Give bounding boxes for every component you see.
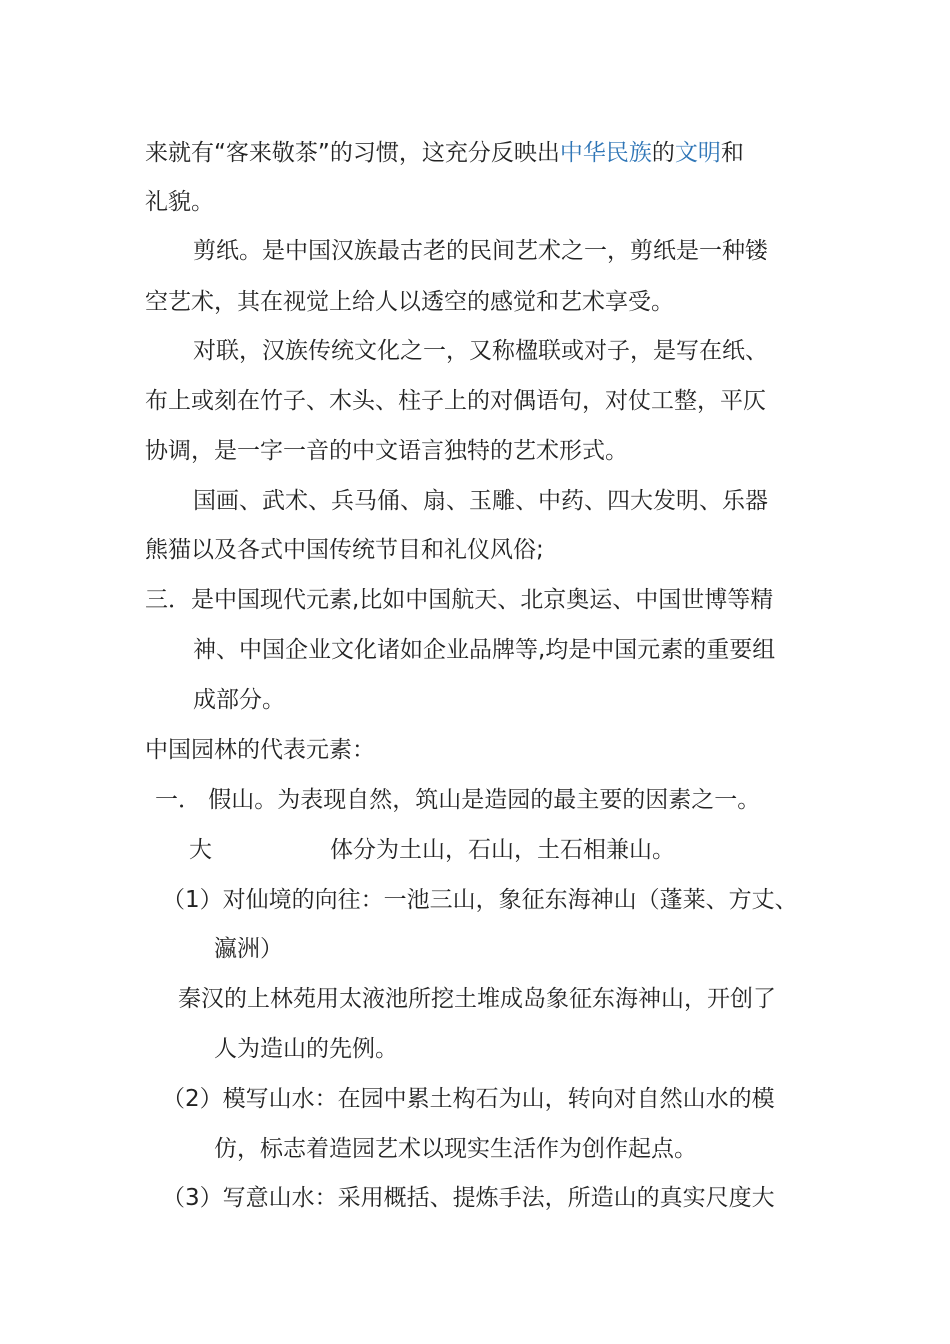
paragraph-line: 对联，汉族传统文化之一，又称楹联或对子，是写在纸、 <box>193 338 768 364</box>
list-item-line: 瀛洲） <box>214 936 283 962</box>
paragraph-line: 空艺术，其在视觉上给人以透空的感觉和艺术享受。 <box>145 289 674 315</box>
paragraph-line: 布上或刻在竹子、木头、柱子上的对偶语句，对仗工整，平仄 <box>145 388 766 414</box>
list-item-line: （2）模写山水：在园中累土构石为山，转向对自然山水的模 <box>162 1086 775 1112</box>
list-item-line: 成部分。 <box>193 687 285 713</box>
text-run: 大 <box>189 837 212 863</box>
text-run: 体分为土山，石山，土石相兼山。 <box>330 837 675 863</box>
list-item-line: 神、中国企业文化诸如企业品牌等,均是中国元素的重要组 <box>193 637 776 663</box>
paragraph-line <box>145 138 744 168</box>
list-item-line: （3）写意山水：采用概括、提炼手法，所造山的真实尺度大 <box>162 1185 775 1211</box>
text-run: 和 <box>720 140 744 166</box>
paragraph-line: 剪纸。是中国汉族最古老的民间艺术之一，剪纸是一种镂 <box>193 238 768 264</box>
paragraph-line: 人为造山的先例。 <box>214 1036 398 1062</box>
link-wenming[interactable]: 文明 <box>674 140 721 166</box>
text-run: 来就有“客来敬茶”的习惯，这充分反映出 <box>145 140 560 166</box>
link-zhonghua-minzu[interactable]: 中华民族 <box>559 140 652 166</box>
paragraph-line: 协调，是一字一音的中文语言独特的艺术形式。 <box>145 438 628 464</box>
paragraph-line: 熊猫以及各式中国传统节目和礼仪风俗; <box>145 537 544 563</box>
list-item-line: 一． 假山。为表现自然，筑山是造园的最主要的因素之一。 <box>155 787 761 813</box>
paragraph-line <box>189 835 675 865</box>
list-item-line: 三．是中国现代元素,比如中国航天、北京奥运、中国世博等精 <box>145 587 774 613</box>
paragraph-line: 礼貌。 <box>145 189 214 215</box>
paragraph-line: 国画、武术、兵马俑、扇、玉雕、中药、四大发明、乐器 <box>193 488 768 514</box>
list-item-line: （1）对仙境的向往：一池三山，象征东海神山（蓬莱、方丈、 <box>162 887 798 913</box>
paragraph-line: 秦汉的上林苑用太液池所挖土堆成岛象征东海神山，开创了 <box>178 986 776 1012</box>
list-item-line: 仿，标志着造园艺术以现实生活作为创作起点。 <box>214 1136 697 1162</box>
text-run: 的 <box>651 140 675 166</box>
section-heading: 中国园林的代表元素： <box>145 737 375 763</box>
